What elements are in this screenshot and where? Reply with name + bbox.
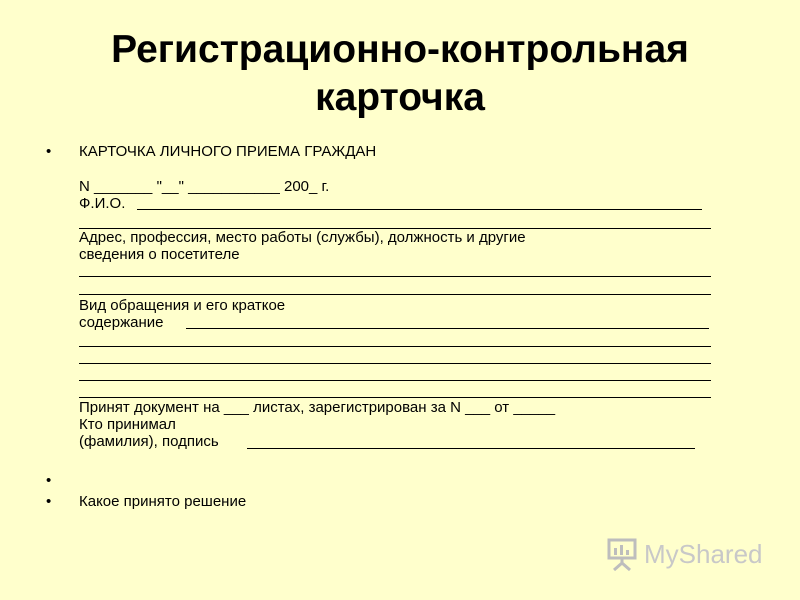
- request-label-line-1: Вид обращения и его краткое: [79, 297, 286, 314]
- watermark-text: MyShared: [644, 538, 763, 569]
- signature-label: (фамилия), подпись: [79, 433, 219, 450]
- fill-line: [79, 380, 711, 381]
- decision-label: Какое принято решение: [79, 493, 247, 510]
- slide-title-line-1: Регистрационно-контрольная: [111, 28, 689, 71]
- signature-fill-line: [247, 448, 695, 449]
- slide-title: [0, 26, 800, 122]
- fio-label: Ф.И.О.: [79, 195, 126, 212]
- request-label: содержание: [79, 314, 164, 331]
- fill-line: [79, 346, 711, 347]
- address-label-line-2: сведения о посетителе: [79, 246, 240, 263]
- card-number-line: N _______ "__" ___________ 200_ г.: [79, 178, 330, 195]
- request-fill-line: [186, 328, 709, 329]
- received-by-label: Кто принимал: [79, 416, 176, 433]
- slide-title-line-2: карточка: [315, 76, 485, 119]
- bullet-marker: •: [46, 493, 52, 510]
- card-heading: КАРТОЧКА ЛИЧНОГО ПРИЕМА ГРАЖДАН: [79, 143, 377, 160]
- fill-line: [79, 276, 711, 277]
- fill-line: [79, 294, 711, 295]
- bullet-marker: •: [46, 143, 52, 160]
- fill-line: [79, 397, 711, 398]
- fio-fill-line: [137, 209, 702, 210]
- bullet-marker: •: [46, 472, 52, 489]
- address-label-line-1: Адрес, профессия, место работы (службы), должность и другие: [79, 229, 526, 246]
- fill-line: [79, 363, 711, 364]
- accepted-document-line: Принят документ на ___ листах, зарегистрирован за N ___ от _____: [79, 399, 556, 416]
- presentation-board-icon: [606, 537, 638, 571]
- watermark-logo: [606, 537, 763, 571]
